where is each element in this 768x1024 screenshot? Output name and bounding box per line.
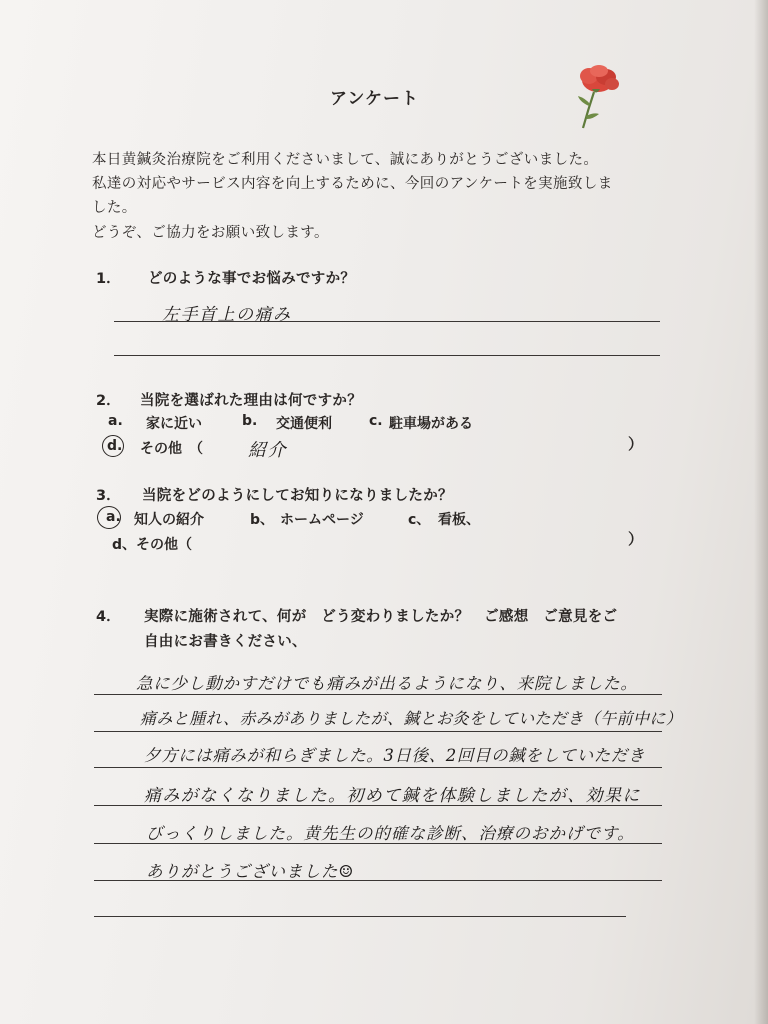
q1-question: どのような事でお悩みですか？ <box>148 271 356 287</box>
q3-option-c-key: c、 <box>408 512 431 528</box>
q1-number: 1． <box>96 271 121 287</box>
q2-close-paren: ） <box>628 435 644 453</box>
q2-option-b-label: 交通便利 <box>276 416 332 432</box>
q2-option-c-key: c. <box>369 413 383 429</box>
q2-option-b-key: b. <box>242 413 258 429</box>
q2-option-d-key: d. <box>107 438 123 454</box>
q4-answer-text-1: 急に少し動かすだけでも痛みが出るようになり、来院しました。 <box>136 674 638 693</box>
q4-answer-line-7 <box>94 916 626 917</box>
q4-answer-line-2 <box>94 731 662 732</box>
q4-answer-text-6: ありがとうございました☺ <box>146 862 355 881</box>
q4-number: 4． <box>96 609 121 625</box>
q3-question: 当院をどのようにしてお知りになりましたか？ <box>142 488 453 504</box>
q4-answer-text-5: びっくりしました。黄先生の的確な診断、治療のおかげです。 <box>146 824 635 843</box>
q4-answer-line-4 <box>94 805 662 806</box>
q1-answer-line-2 <box>114 355 660 356</box>
q2-handwritten-answer: 紹介 <box>248 440 287 461</box>
q2-option-a-key: a. <box>108 413 123 429</box>
q3-option-d: d、その他（ <box>112 537 193 553</box>
q4-answer-line-5 <box>94 843 662 844</box>
q2-option-c-label: 駐車場がある <box>389 416 473 432</box>
q3-option-a-label: 知人の紹介 <box>134 512 204 528</box>
q4-answer-line-6 <box>94 880 662 881</box>
q3-close-paren: ） <box>628 530 644 548</box>
q3-option-b-label: ホームページ <box>280 512 364 528</box>
page-title: アンケート <box>330 89 419 109</box>
q2-option-d-label: その他 （ <box>140 441 203 457</box>
q3-option-a-key: a. <box>106 509 121 525</box>
q4-question-line-1: 実際に施術されて、何が どう変わりましたか？ ご感想 ご意見をご <box>144 609 618 625</box>
q4-answer-text-3: 夕方には痛みが和らぎました。3日後、2回目の鍼をしていただき <box>144 746 645 765</box>
q3-number: 3． <box>96 488 121 504</box>
q1-answer-line-1 <box>114 321 660 322</box>
q4-answer-line-1 <box>94 694 662 695</box>
carnation-icon <box>572 62 624 132</box>
q1-handwritten-answer: 左手首上の痛み <box>162 305 292 325</box>
q2-option-a-label: 家に近い <box>146 416 202 432</box>
intro-line-1: 本日黄鍼灸治療院をご利用くださいまして、誠にありがとうございました。 <box>92 152 599 168</box>
q4-answer-line-3 <box>94 767 662 768</box>
q2-question: 当院を選ばれた理由は何ですか？ <box>140 393 362 409</box>
q2-number: 2． <box>96 393 121 409</box>
intro-line-2: 私達の対応やサービス内容を向上するために、今回のアンケートを実施致しま <box>92 176 613 192</box>
q3-option-b-key: b、 <box>250 512 275 528</box>
paper-edge-shadow <box>754 0 768 1024</box>
q4-answer-text-2: 痛みと腫れ、赤みがありましたが、鍼とお灸をしていただき（午前中に） <box>140 709 683 728</box>
intro-line-4: どうぞ、ご協力をお願い致します。 <box>92 225 329 241</box>
intro-line-3: した。 <box>92 200 137 216</box>
q3-option-c-label: 看板、 <box>438 512 480 528</box>
q4-question-line-2: 自由にお書きください、 <box>144 634 307 650</box>
q4-answer-text-4: 痛みがなくなりました。初めて鍼を体験しましたが、効果に <box>144 786 641 806</box>
